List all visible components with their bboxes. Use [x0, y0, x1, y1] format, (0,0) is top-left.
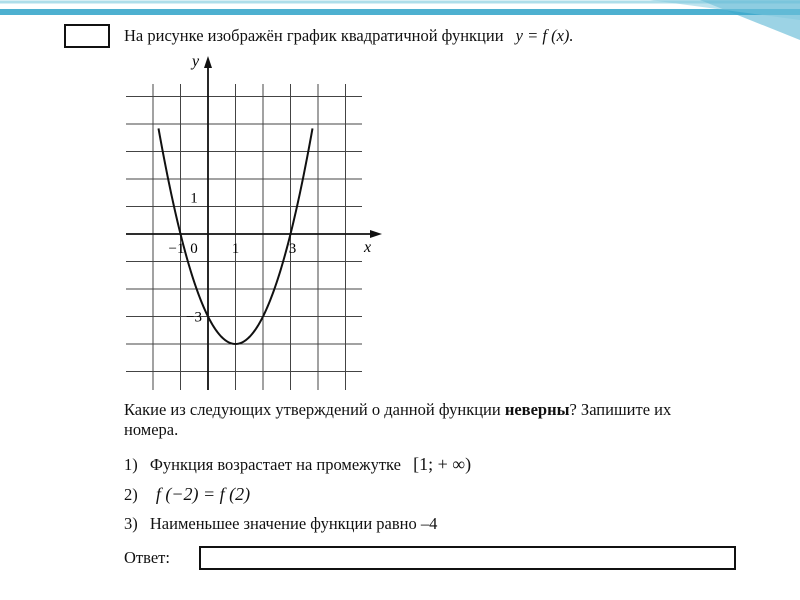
graph-grid: [126, 84, 362, 390]
task-slide: [56, 18, 744, 576]
question-text: Какие из следующих утверждений о данной функции: [124, 400, 501, 419]
tick-label-origin: 0: [190, 241, 198, 257]
y-axis-arrow: [204, 56, 212, 68]
question-text-line2: номера.: [124, 420, 179, 439]
tick-label-x-neg1: −1: [168, 241, 185, 257]
function-graph: [126, 50, 386, 406]
task-intro: [124, 26, 574, 46]
question-number-box: [64, 24, 110, 48]
tick-label-y-neg3: −3: [186, 309, 202, 326]
statement-text: Наименьшее значение функции равно –4: [149, 514, 438, 533]
statement-2: [124, 484, 250, 505]
answer-label: Ответ:: [124, 548, 170, 567]
statement-1: [124, 454, 471, 475]
statement-number: 2): [124, 485, 138, 504]
answer-input-box[interactable]: [199, 546, 736, 570]
question-text-end: ? Запишите их: [569, 400, 672, 419]
statement-formula: f (−2) = f (2): [155, 484, 251, 504]
statement-number: 3): [124, 514, 138, 533]
statement-text: Функция возрастает на промежутке: [149, 455, 401, 474]
x-axis-label: x: [364, 239, 372, 256]
intro-text: На рисунке изображён график квадратичной функции: [124, 26, 504, 45]
statement-formula: [1; + ∞): [413, 454, 472, 474]
intro-formula: y = f (x).: [515, 26, 574, 45]
question-bold-word: неверны: [504, 400, 570, 419]
tick-label-x-3: 3: [288, 241, 297, 257]
y-axis-label: y: [192, 53, 200, 70]
question-line-2: [124, 420, 178, 440]
tick-label-x-1: 1: [231, 241, 240, 257]
graph-axes: [126, 56, 382, 390]
statement-number: 1): [124, 455, 138, 474]
question-line-1: [124, 400, 671, 420]
statement-3: [124, 514, 437, 534]
tick-label-y-1: 1: [190, 190, 198, 207]
x-axis-arrow: [370, 230, 382, 238]
